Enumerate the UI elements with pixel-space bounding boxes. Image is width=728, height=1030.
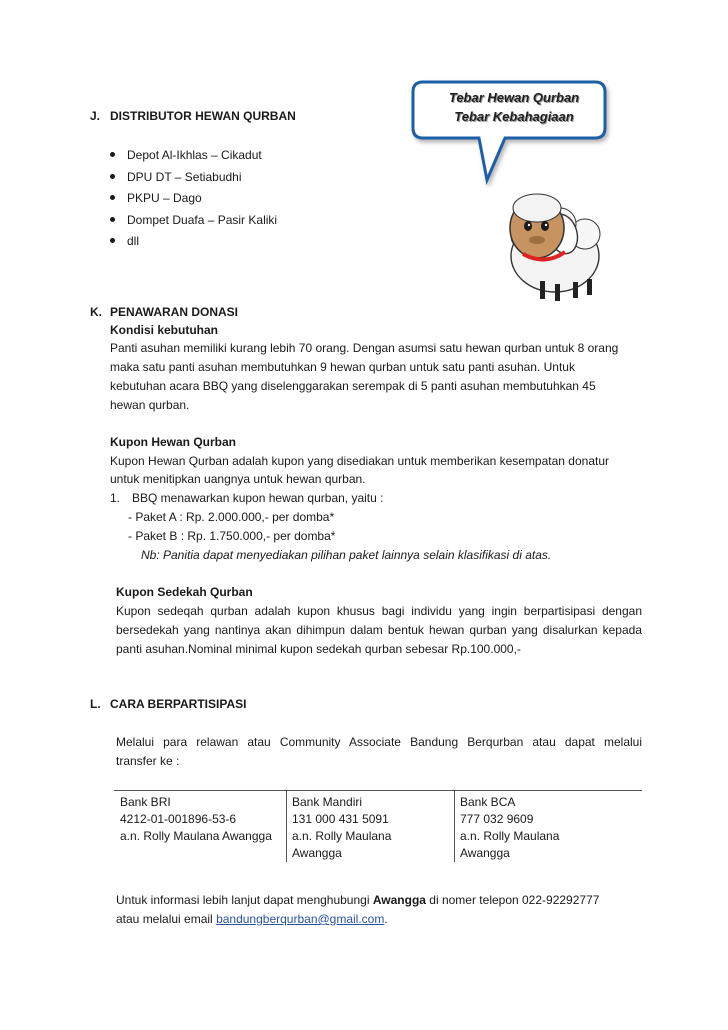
- bank-name: Bank BCA: [460, 795, 516, 809]
- contact-name: Awangga: [372, 893, 426, 907]
- kondisi-line-3: kebutuhan acara BBQ yang diselenggarakan serempak di 5 panti asuhan membutuhkan 45: [110, 379, 596, 393]
- section-l-title: CARA BERPARTISIPASI: [110, 697, 247, 711]
- bank-name: Bank Mandiri: [292, 795, 363, 809]
- bank-holder-cont: Awangga: [460, 846, 510, 860]
- kupon-hewan-line-2: untuk menitipkan uangnya untuk hewan qurban.: [110, 472, 366, 486]
- sheep-icon: [510, 194, 600, 301]
- intro-line-1: Melalui para relawan atau Community Associate Bandung Berqurban atau dapat melalui: [116, 735, 642, 749]
- bank-account: 131 000 431 5091: [292, 812, 389, 826]
- kondisi-line-2: maka satu panti asuhan membutuhkan 9 hewan qurban untuk satu panti asuhan. Untuk: [110, 360, 575, 374]
- intro-line-2: transfer ke :: [116, 754, 180, 768]
- bank-table-top-border: [114, 790, 642, 791]
- callout-text: [425, 88, 603, 126]
- bank-name: Bank BRI: [120, 795, 171, 809]
- bank-bri: [120, 794, 272, 845]
- list-text: BBQ menawarkan kupon hewan qurban, yaitu :: [132, 491, 384, 505]
- bullet-icon: [110, 152, 115, 157]
- list-item: Dompet Duafa – Pasir Kaliki: [110, 213, 277, 235]
- kondisi-line-4: hewan qurban.: [110, 398, 190, 412]
- email-link[interactable]: bandungberqurban@gmail.com: [216, 912, 385, 926]
- kupon-sedekah-line-2: bersedekah yang nantinya akan dihimpun dalam bentuk hewan qurban yang disalurkan kepada: [116, 623, 642, 637]
- paket-note: Nb: Panitia dapat menyediakan pilihan paket lainnya selain klasifikasi di atas.: [141, 548, 552, 562]
- bank-holder: a.n. Rolly Maulana: [292, 829, 392, 843]
- bank-mandiri: [292, 794, 391, 862]
- kupon-hewan-line-1: Kupon Hewan Qurban adalah kupon yang disediakan untuk memberikan kesempatan donatur: [110, 454, 609, 468]
- bank-account: 777 032 9609: [460, 812, 534, 826]
- list-item: DPU DT – Setiabudhi: [110, 170, 277, 192]
- bank-account: 4212-01-001896-53-6: [120, 812, 237, 826]
- list-item: dll: [110, 234, 277, 256]
- bank-holder: a.n. Rolly Maulana Awangga: [120, 829, 272, 843]
- paket-b: - Paket B : Rp. 1.750.000,- per domba*: [128, 529, 336, 543]
- bank-column-divider: [454, 790, 455, 862]
- callout-line-1: Tebar Hewan Qurban: [448, 90, 580, 105]
- kupon-hewan-heading: Kupon Hewan Qurban: [110, 435, 236, 449]
- bank-bca: [460, 794, 559, 862]
- bank-holder-cont: Awangga: [292, 846, 342, 860]
- bullet-icon: [110, 195, 115, 200]
- callout-line-2: Tebar Kebahagiaan: [454, 109, 574, 124]
- bullet-icon: [110, 238, 115, 243]
- section-j-title: DISTRIBUTOR HEWAN QURBAN: [110, 109, 296, 123]
- kondisi-heading: Kondisi kebutuhan: [110, 323, 218, 337]
- bullet-icon: [110, 217, 115, 222]
- contact-line-1: Untuk informasi lebih lanjut dapat menghubungi Awangga di nomer telepon 022-92292777: [116, 893, 600, 907]
- list-number: 1.: [110, 491, 121, 505]
- bank-holder: a.n. Rolly Maulana: [460, 829, 560, 843]
- section-l-letter: L.: [90, 697, 101, 711]
- list-item: Depot Al-Ikhlas – Cikadut: [110, 148, 277, 170]
- section-k-letter: K.: [90, 305, 102, 319]
- kondisi-line-1: Panti asuhan memiliki kurang lebih 70 orang. Dengan asumsi satu hewan qurban untuk 8 orang: [110, 341, 619, 355]
- kupon-sedekah-line-1: Kupon sedeqah qurban adalah kupon khusus bagi individu yang ingin berpartisipasi dengan: [116, 604, 642, 618]
- list-item: PKPU – Dago: [110, 191, 277, 213]
- distributor-list: [110, 148, 277, 256]
- kupon-sedekah-heading: Kupon Sedekah Qurban: [116, 585, 253, 599]
- bank-column-divider: [286, 790, 287, 862]
- section-k-title: PENAWARAN DONASI: [110, 305, 239, 319]
- section-j-letter: J.: [90, 109, 101, 123]
- paket-a: - Paket A : Rp. 2.000.000,- per domba*: [128, 510, 335, 524]
- bullet-icon: [110, 174, 115, 179]
- contact-line-2: atau melalui email bandungberqurban@gmail.com.: [116, 912, 388, 926]
- kupon-sedekah-line-3: panti asuhan.Nominal minimal kupon sedekah qurban sebesar Rp.100.000,-: [116, 642, 521, 656]
